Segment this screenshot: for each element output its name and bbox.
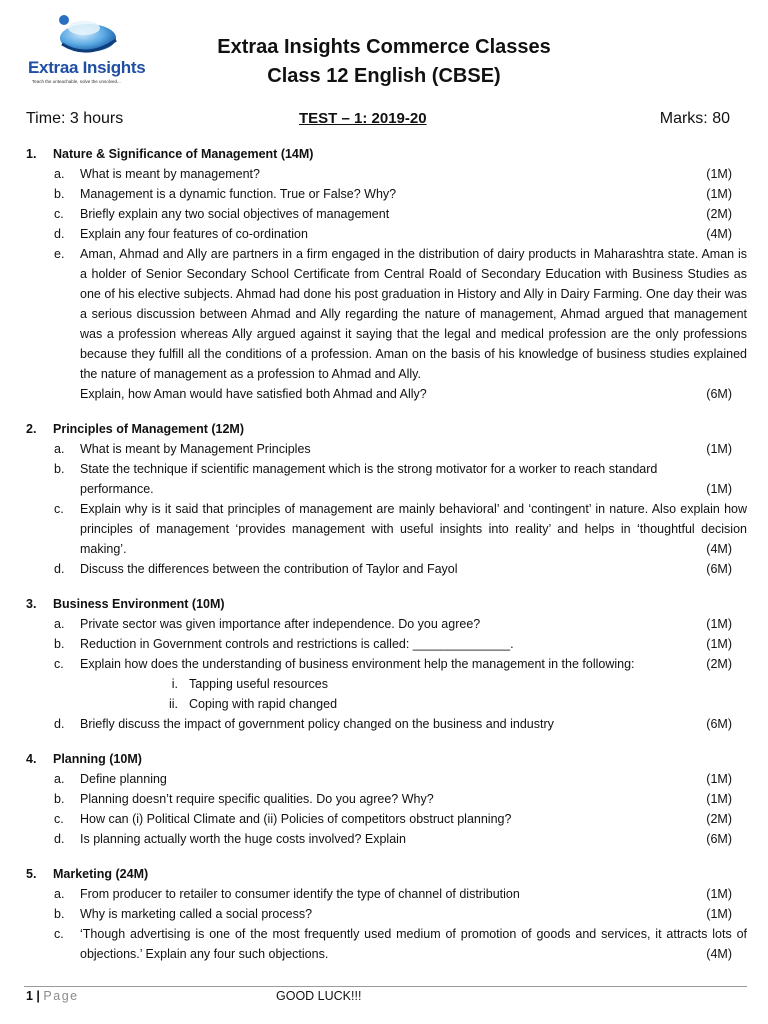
section-1 xyxy=(0,144,768,404)
question-text: Why is marketing called a social process? xyxy=(80,907,313,921)
total-marks: Marks: 80 xyxy=(659,110,730,127)
question-marks: (1M) xyxy=(706,792,732,806)
question-text: Private sector was given importance after independence. Do you agree? xyxy=(80,617,481,631)
question-letter: c. xyxy=(54,927,64,941)
question-letter: d. xyxy=(54,227,65,241)
section-heading xyxy=(0,419,768,439)
section-4 xyxy=(0,749,768,849)
section-2 xyxy=(0,419,768,579)
section-title: Principles of Management (12M) xyxy=(53,422,245,436)
question-text: Define planning xyxy=(80,772,167,786)
question-letter: a. xyxy=(54,617,65,631)
sub-item-number: i. xyxy=(171,677,178,691)
question-marks: (6M) xyxy=(706,832,732,846)
question-3b xyxy=(0,634,768,654)
question-letter: e. xyxy=(54,247,65,261)
question-1c xyxy=(0,204,768,224)
question-text: From producer to retailer to consumer identify the type of channel of distribution xyxy=(80,887,520,901)
question-marks: (6M) xyxy=(706,562,732,576)
logo-tagline: Teach the unteachable, solve the unsolved... xyxy=(32,79,121,84)
question-text: Explain how does the understanding of business environment help the management in the following: xyxy=(80,657,635,671)
sub-item-text: Coping with rapid changed xyxy=(189,697,338,711)
question-marks: (1M) xyxy=(706,442,732,456)
section-number: 3. xyxy=(26,597,37,611)
section-title: Business Environment (10M) xyxy=(53,597,225,611)
section-number: 1. xyxy=(26,147,37,161)
question-4b xyxy=(0,789,768,809)
question-letter: c. xyxy=(54,502,64,516)
question-letter: d. xyxy=(54,562,65,576)
good-luck-text: GOOD LUCK!!! xyxy=(276,989,362,1003)
question-text: Aman, Ahmad and Ally are partners in a firm engaged in the distribution of dairy products in Maharashtra state. Aman is a holder of Senior Secondary School Certificate from Central Roald of Secondary Education with Business Studies as one of his elective subjects. Ahmad had done his post graduation in History and Ally in Dairy Farming. One day their was a serious discussion between Ahmad and Ally regarding the nature of management, Ahmad argued that management was a profession whereas Ally argued against it saying that the legal and medical profession are the only professions because they fulfill all the conditions of a profession. Aman on the basis of his knowledge of business studies explained the nature of management as a profession to Ahmad and Ally. xyxy=(80,247,747,381)
page-label: Page xyxy=(43,989,79,1003)
test-title: TEST – 1: 2019-20 xyxy=(299,110,427,127)
question-letter: a. xyxy=(54,772,65,786)
question-text: Explain why is it said that principles of management are mainly behavioral’ and ‘contingent’ in nature. Also explain how principles of management ‘provides management with useful insights into reality’ and helps in ‘thoughtful decision making’. xyxy=(80,502,747,556)
question-1e xyxy=(0,244,768,404)
section-3 xyxy=(0,594,768,734)
question-letter: a. xyxy=(54,442,65,456)
question-2a xyxy=(0,439,768,459)
question-letter: b. xyxy=(54,462,65,476)
section-heading xyxy=(0,864,768,884)
question-4c xyxy=(0,809,768,829)
section-heading xyxy=(0,594,768,614)
question-text: Explain any four features of co-ordination xyxy=(80,227,308,241)
question-4a xyxy=(0,769,768,789)
question-2d xyxy=(0,559,768,579)
section-title: Marketing (24M) xyxy=(53,867,149,881)
question-5a xyxy=(0,884,768,904)
question-marks: (6M) xyxy=(706,387,732,401)
question-marks: (2M) xyxy=(706,207,732,221)
question-subtext: Explain, how Aman would have satisfied both Ahmad and Ally? xyxy=(80,387,427,401)
question-letter: b. xyxy=(54,187,65,201)
question-marks: (1M) xyxy=(706,167,732,181)
section-heading xyxy=(0,749,768,769)
question-4d xyxy=(0,829,768,849)
section-heading xyxy=(0,144,768,164)
question-5c xyxy=(0,924,768,964)
section-number: 2. xyxy=(26,422,37,436)
question-text: Is planning actually worth the huge costs involved? Explain xyxy=(80,832,406,846)
question-text: Briefly discuss the impact of government policy changed on the business and industry xyxy=(80,717,554,731)
question-text: Reduction in Government controls and restrictions is called: ______________. xyxy=(80,637,514,651)
question-marks: (1M) xyxy=(706,772,732,786)
question-marks: (1M) xyxy=(706,637,732,651)
question-letter: d. xyxy=(54,717,65,731)
question-text: What is meant by Management Principles xyxy=(80,442,311,456)
question-letter: a. xyxy=(54,167,65,181)
question-letter: b. xyxy=(54,637,65,651)
sub-item-number: ii. xyxy=(168,697,178,711)
question-marks: (4M) xyxy=(706,947,732,961)
sub-item-text: Tapping useful resources xyxy=(189,677,328,691)
question-paper xyxy=(0,144,768,979)
page-separator: | xyxy=(32,989,44,1003)
time-allowed: Time: 3 hours xyxy=(26,110,124,127)
question-2c xyxy=(0,499,768,559)
question-marks: (4M) xyxy=(706,542,732,556)
question-marks: (1M) xyxy=(706,482,732,496)
question-text: Management is a dynamic function. True or False? Why? xyxy=(80,187,397,201)
section-number: 4. xyxy=(26,752,37,766)
question-marks: (2M) xyxy=(706,657,732,671)
question-text: How can (i) Political Climate and (ii) Policies of competitors obstruct planning? xyxy=(80,812,512,826)
sub-item xyxy=(0,694,768,714)
question-text: What is meant by management? xyxy=(80,167,260,181)
section-title: Nature & Significance of Management (14M) xyxy=(53,147,314,161)
question-3c xyxy=(0,654,768,674)
question-letter: c. xyxy=(54,812,64,826)
question-letter: c. xyxy=(54,657,64,671)
title-line-2: Class 12 English (CBSE) xyxy=(267,65,501,87)
question-marks: (2M) xyxy=(706,812,732,826)
question-3a xyxy=(0,614,768,634)
question-marks: (1M) xyxy=(706,187,732,201)
question-1a xyxy=(0,164,768,184)
question-letter: d. xyxy=(54,832,65,846)
question-3d xyxy=(0,714,768,734)
question-marks: (6M) xyxy=(706,717,732,731)
question-1b xyxy=(0,184,768,204)
question-text: ‘Though advertising is one of the most frequently used medium of promotion of goods and services, it attracts lots of objections.’ Explain any four such objections. xyxy=(80,927,747,961)
question-letter: c. xyxy=(54,207,64,221)
question-1d xyxy=(0,224,768,244)
logo-wordmark: Extraa Insights xyxy=(28,58,146,77)
sub-item xyxy=(0,674,768,694)
section-title: Planning (10M) xyxy=(53,752,142,766)
question-letter: a. xyxy=(54,887,65,901)
question-text: Planning doesn’t require specific qualities. Do you agree? Why? xyxy=(80,792,434,806)
footer-divider xyxy=(24,986,747,987)
question-marks: (1M) xyxy=(706,887,732,901)
question-letter: b. xyxy=(54,792,65,806)
question-marks: (1M) xyxy=(706,907,732,921)
question-letter: b. xyxy=(54,907,65,921)
question-text: Discuss the differences between the contribution of Taylor and Fayol xyxy=(80,562,458,576)
title-line-1: Extraa Insights Commerce Classes xyxy=(217,36,551,58)
question-text: State the technique if scientific management which is the strong motivator for a worker to reach standard performance. xyxy=(80,462,658,496)
question-marks: (4M) xyxy=(706,227,732,241)
section-number: 5. xyxy=(26,867,37,881)
page-number: 1 xyxy=(26,989,33,1003)
question-2b xyxy=(0,459,768,499)
question-text: Briefly explain any two social objectives of management xyxy=(80,207,390,221)
section-5 xyxy=(0,864,768,964)
page-footer xyxy=(26,989,79,1003)
question-marks: (1M) xyxy=(706,617,732,631)
question-5b xyxy=(0,904,768,924)
